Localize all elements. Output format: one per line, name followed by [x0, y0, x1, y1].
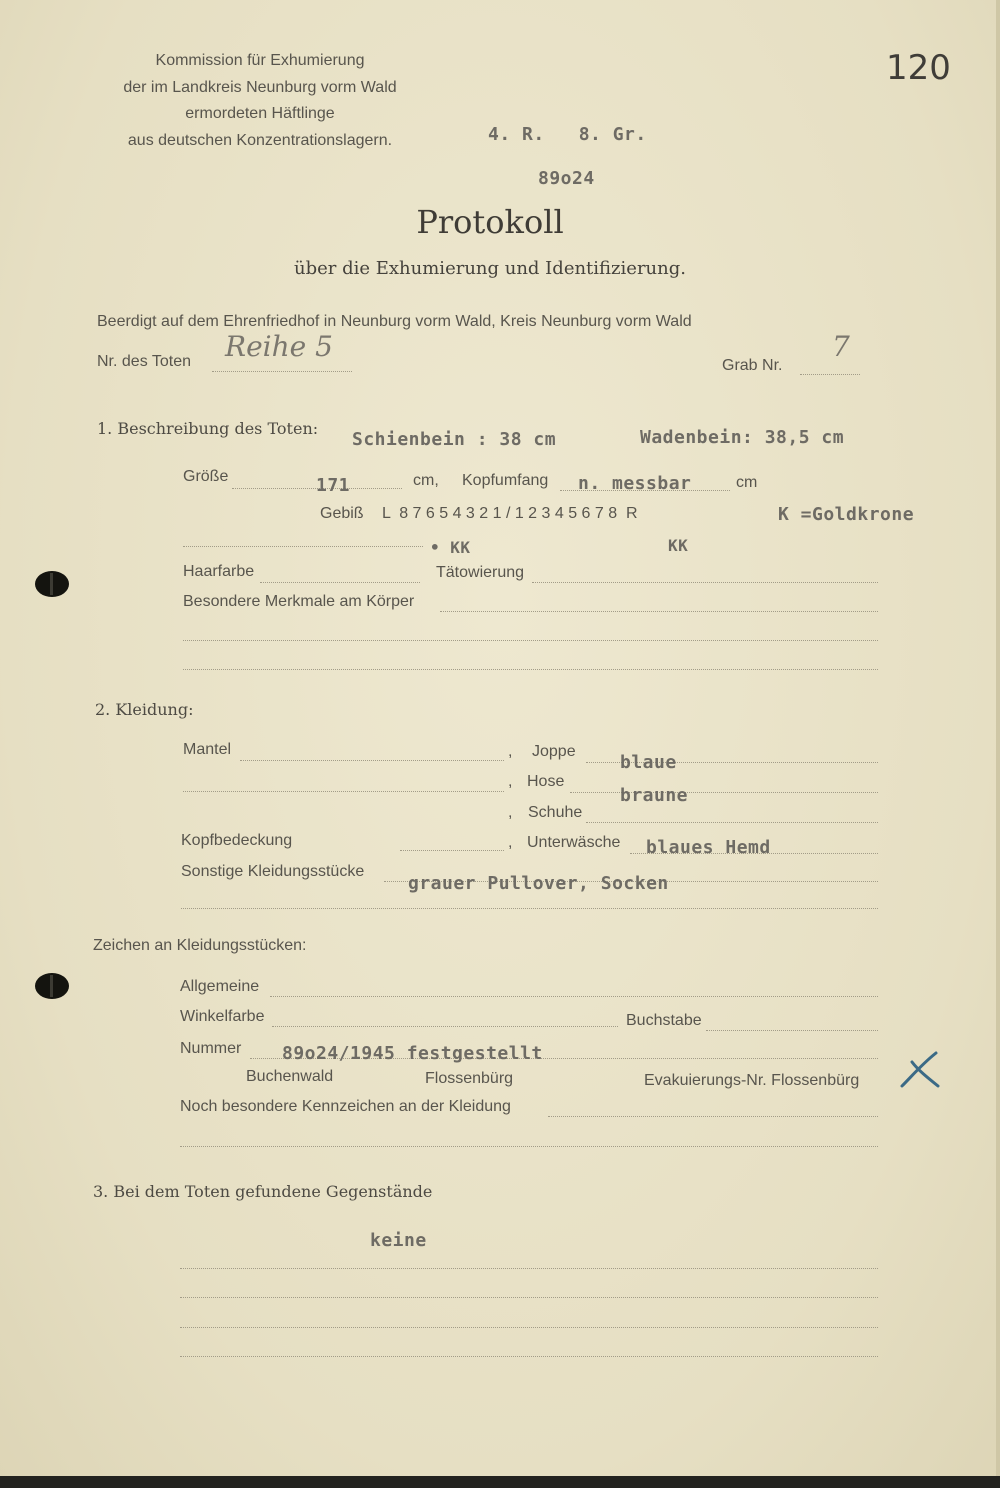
page-bottom-edge [0, 1476, 1000, 1488]
zeichen-heading: Zeichen an Kleidungsstücken: [93, 937, 307, 954]
kopfbedeckung-label: Kopfbedeckung [181, 832, 293, 849]
schuhe-label: Schuhe [528, 804, 583, 821]
nummer-label: Nummer [180, 1040, 242, 1057]
comma: , [508, 773, 513, 790]
document-subtitle: über die Exhumierung und Identifizierung. [294, 258, 686, 279]
merkmale-label: Besondere Merkmale am Körper [183, 593, 415, 610]
buchenwald-label: Buchenwald [246, 1068, 334, 1085]
gebiss-label: Gebiß [320, 505, 364, 522]
unterwaesche-label: Unterwäsche [527, 834, 621, 851]
schienbein-measure: Schienbein : 38 cm [352, 429, 557, 450]
comma: , [508, 743, 513, 760]
joppe-value: blaue [620, 752, 677, 773]
commission-line: der im Landkreis Neunburg vorm Wald [123, 78, 397, 96]
groesse-value: 171 [316, 475, 351, 496]
comma: , [508, 834, 513, 851]
page-number: 120 [886, 48, 951, 88]
commission-line: ermordeten Häftlinge [185, 105, 335, 122]
winkelfarbe-label: Winkelfarbe [180, 1008, 265, 1025]
evakuierung-label: Evakuierungs-Nr. Flossenbürg [644, 1072, 860, 1089]
page-edge [996, 0, 1000, 1488]
document-title: Protokoll [416, 203, 564, 241]
section1-heading: 1. Beschreibung des Toten: [97, 419, 319, 438]
section3-heading: 3. Bei dem Toten gefundene Gegenstände [93, 1182, 433, 1201]
gebiss-scheme: L 8 7 6 5 4 3 2 1 / 1 2 3 4 5 6 7 8 R [382, 505, 638, 522]
burial-line: Beerdigt auf dem Ehrenfriedhof in Neunburg vorm Wald, Kreis Neunburg vorm Wald [97, 313, 692, 330]
haarfarbe-label: Haarfarbe [183, 563, 255, 580]
mantel-label: Mantel [183, 741, 232, 758]
unterwaesche-value: blaues Hemd [646, 837, 771, 858]
punch-hole-lower [35, 973, 69, 999]
commission-line: aus deutschen Konzentrationslagern. [127, 131, 393, 149]
nr-toten-value: Reihe 5 [225, 330, 333, 363]
comma: , [508, 804, 513, 821]
hose-label: Hose [527, 773, 565, 790]
groesse-label: Größe [183, 468, 229, 485]
flossenbuerg-label: Flossenbürg [425, 1070, 514, 1087]
allgemeine-label: Allgemeine [180, 978, 260, 995]
section2-heading: 2. Kleidung: [95, 700, 194, 719]
grab-value: 7 [832, 330, 850, 363]
grab-label: Grab Nr. [722, 357, 783, 374]
kopfumfang-label: Kopfumfang [462, 472, 549, 489]
kk-right: KK [668, 536, 689, 555]
joppe-label: Joppe [532, 743, 576, 760]
sonstige-value: grauer Pullover, Socken [408, 873, 669, 894]
nr-toten-label: Nr. des Toten [97, 353, 191, 370]
taetowierung-label: Tätowierung [436, 564, 525, 581]
row-group-stamp: 4. R. 8. Gr. [488, 124, 647, 145]
kk-left: • KK [430, 538, 471, 557]
kennzeichen-label: Noch besondere Kennzeichen an der Kleidung [180, 1098, 511, 1115]
nummer-value: 89o24/1945 festgestellt [282, 1043, 543, 1064]
gebiss-note: K =Goldkrone [778, 504, 915, 525]
buchstabe-label: Buchstabe [626, 1012, 702, 1029]
prisoner-number-top: 89o24 [538, 168, 595, 189]
kopfumfang-value: n. messbar [578, 473, 692, 494]
commission-line: Kommission für Exhumierung [155, 52, 365, 69]
wadenbein-measure: Wadenbein: 38,5 cm [640, 427, 845, 448]
punch-hole-upper [35, 571, 69, 597]
cm-unit: cm, [413, 472, 439, 489]
commission-header [95, 48, 425, 154]
hose-value: braune [620, 785, 689, 806]
blue-check-mark [898, 1050, 942, 1090]
sonstige-label: Sonstige Kleidungsstücke [181, 863, 365, 880]
cm-unit: cm [736, 474, 758, 491]
gegenstaende-value: keine [370, 1230, 427, 1251]
